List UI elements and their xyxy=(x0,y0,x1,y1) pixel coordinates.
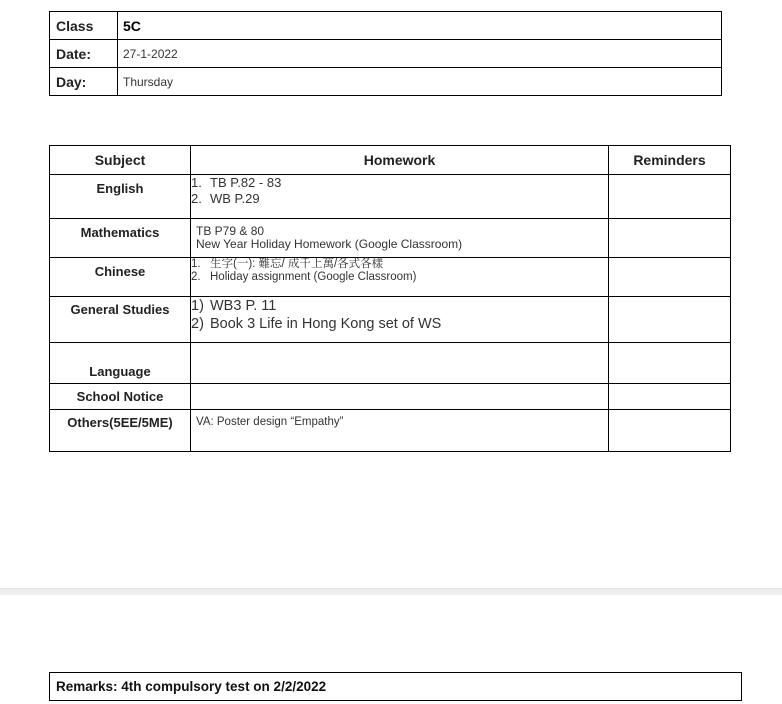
homework-list xyxy=(191,258,608,284)
subject-others: Others(5EE/5ME) xyxy=(50,410,191,452)
class-info-table xyxy=(49,11,722,96)
table-row-chinese xyxy=(50,258,731,297)
table-header-row xyxy=(50,146,731,175)
homework-text: VA: Poster design “Empathy” xyxy=(196,416,344,428)
table-row-general-studies xyxy=(50,297,731,343)
subject-school-notice: School Notice xyxy=(50,384,191,410)
subject-mathematics: Mathematics xyxy=(50,219,191,258)
reminders-header: Reminders xyxy=(609,146,731,175)
subject-chinese: Chinese xyxy=(50,258,191,297)
subject-general-studies: General Studies xyxy=(50,297,191,343)
reminder-cell-english[interactable] xyxy=(609,175,731,219)
date-value[interactable]: 27-1-2022 xyxy=(118,40,722,68)
remarks-box[interactable]: Remarks: 4th compulsory test on 2/2/2022 xyxy=(49,672,742,701)
homework-table xyxy=(49,145,731,452)
day-row xyxy=(50,68,722,96)
date-row xyxy=(50,40,722,68)
class-label: Class xyxy=(50,12,118,40)
subject-english: English xyxy=(50,175,191,219)
table-row-language xyxy=(50,343,731,384)
subject-language: Language xyxy=(50,343,191,384)
homework-cell-others[interactable] xyxy=(191,410,609,452)
homework-list xyxy=(191,175,608,207)
list-item: 1. 生字(一): 難忘/ 成千上萬/各式各樣 xyxy=(191,258,384,270)
list-item: 2. Holiday assignment (Google Classroom) xyxy=(191,271,417,283)
class-row xyxy=(50,12,722,40)
homework-cell-mathematics[interactable] xyxy=(191,219,609,258)
reminder-cell-language[interactable] xyxy=(609,343,731,384)
homework-cell-chinese[interactable] xyxy=(191,258,609,297)
list-item: 2. WB P.29 xyxy=(191,191,260,206)
reminder-cell-general-studies[interactable] xyxy=(609,297,731,343)
list-item: 2) Book 3 Life in Hong Kong set of WS xyxy=(191,316,442,332)
reminder-cell-chinese[interactable] xyxy=(609,258,731,297)
homework-cell-school-notice[interactable] xyxy=(191,384,609,410)
date-label: Date: xyxy=(50,40,118,68)
homework-list xyxy=(191,297,608,333)
table-row-mathematics xyxy=(50,219,731,258)
homework-cell-english[interactable] xyxy=(191,175,609,219)
table-row-english xyxy=(50,175,731,219)
homework-text: TB P79 & 80 New Year Holiday Homework (Google Classroom) xyxy=(196,224,463,251)
homework-header: Homework xyxy=(191,146,609,175)
list-item: 1) WB3 P. 11 xyxy=(191,298,277,314)
list-item: 1. TB P.82 - 83 xyxy=(191,175,282,190)
class-value[interactable]: 5C xyxy=(118,12,722,40)
day-label: Day: xyxy=(50,68,118,96)
page-separator xyxy=(0,588,782,595)
homework-cell-general-studies[interactable] xyxy=(191,297,609,343)
table-row-school-notice xyxy=(50,384,731,410)
table-row-others xyxy=(50,410,731,452)
day-value[interactable]: Thursday xyxy=(118,68,722,96)
reminder-cell-school-notice[interactable] xyxy=(609,384,731,410)
homework-cell-language[interactable] xyxy=(191,343,609,384)
reminder-cell-mathematics[interactable] xyxy=(609,219,731,258)
subject-header: Subject xyxy=(50,146,191,175)
reminder-cell-others[interactable] xyxy=(609,410,731,452)
